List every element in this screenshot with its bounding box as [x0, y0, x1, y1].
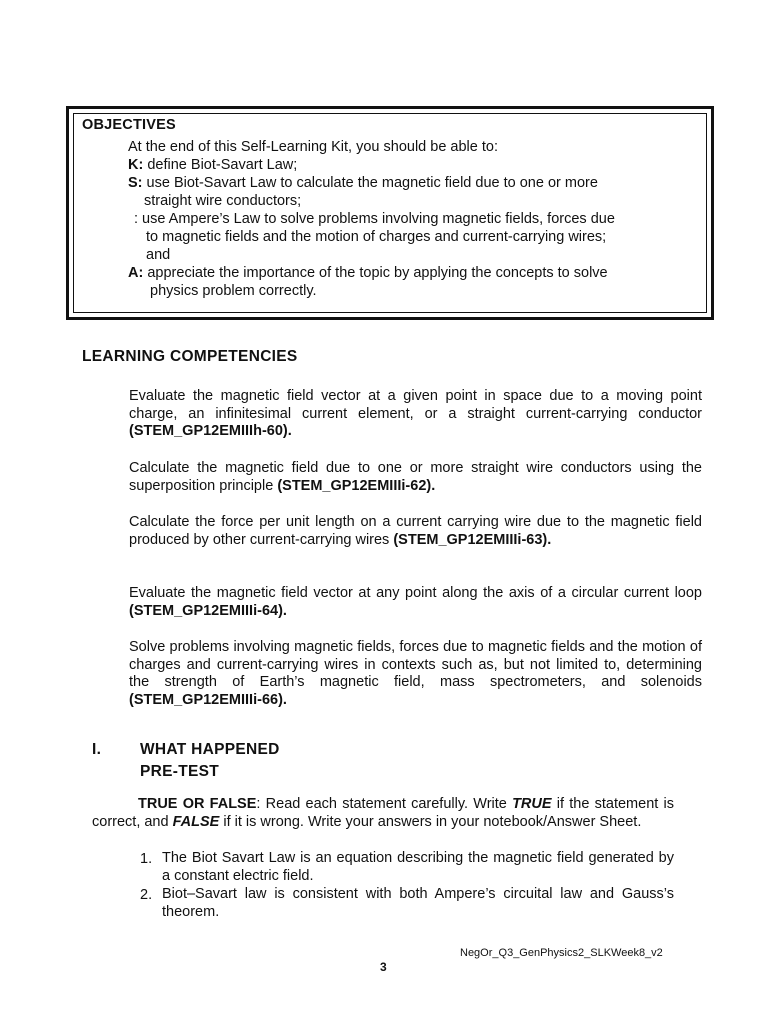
pretest-instructions: [92, 796, 674, 831]
competency-item: [129, 585, 702, 620]
false-word: FALSE: [172, 813, 220, 830]
pretest-instr-2: if the statement is correct, and: [92, 796, 674, 830]
footer-code: NegOr_Q3_GenPhysics2_SLKWeek8_v2: [460, 947, 663, 959]
competency-code: (STEM_GP12EMIIIi-64): [129, 602, 283, 619]
pretest-item-text: The Biot Savart Law is an equation describing the magnetic field generated by a constant electric field.: [162, 850, 674, 884]
competency-item: [129, 460, 702, 495]
competency-text: Evaluate the magnetic field vector at a given point in space due to a moving point charge, an infinitesimal current element, or a straight current-carrying conductor: [129, 388, 702, 422]
competency-code: (STEM_GP12EMIIIi-62): [277, 477, 432, 494]
section-subtitle: PRE-TEST: [140, 763, 220, 780]
competency-item: [129, 388, 702, 441]
competency-text: Calculate the force per unit length on a current carrying wire due to the magnetic field produced by other current-carrying wires: [129, 514, 702, 548]
competency-item: [129, 639, 702, 709]
objective-k-text: define Biot-Savart Law;: [147, 157, 298, 173]
competency-tail: .: [431, 477, 436, 494]
objective-a-text-1: appreciate the importance of the topic by applying the concepts to solve: [147, 265, 608, 281]
pretest-item-number: 1.: [140, 851, 153, 867]
competency-tail: .: [547, 531, 552, 548]
objectives-intro: At the end of this Self-Learning Kit, you should be able to:: [128, 139, 498, 155]
pretest-label: TRUE OR FALSE: [138, 796, 257, 812]
competency-item: [129, 514, 702, 549]
competency-code: (STEM_GP12EMIIIi-66): [129, 691, 283, 708]
objective-a: A: appreciate the importance of the topic by applying the concepts to solve: [128, 265, 608, 281]
objective-k: K: define Biot-Savart Law;: [128, 157, 298, 173]
pretest-item-number: 2.: [140, 887, 153, 903]
competency-text: Calculate the magnetic field due to one or more straight wire conductors using the superposition principle: [129, 460, 702, 494]
objective-s2-text-1: : use Ampere’s Law to solve problems involving magnetic fields, forces due: [134, 211, 615, 227]
competency-text: Solve problems involving magnetic fields, forces due to magnetic fields and the motion of charges and current-carrying wires in contexts such as, but not limited to, determining the strength of Earth’s magnetic field, mass spectrometers, and solenoids: [129, 639, 702, 690]
competency-tail: .: [282, 691, 287, 708]
objective-s: S: use Biot-Savart Law to calculate the magnetic field due to one or more: [128, 175, 598, 191]
competency-tail: .: [282, 602, 287, 619]
objective-a-text-2: physics problem correctly.: [150, 283, 317, 299]
objective-a-label: A: [128, 265, 139, 281]
competency-text: Evaluate the magnetic field vector at any point along the axis of a circular current loop: [129, 585, 702, 601]
competency-code: (STEM_GP12EMIIIi-63): [393, 531, 548, 548]
objective-s-text-1: use Biot-Savart Law to calculate the magnetic field due to one or more: [146, 175, 598, 191]
objective-s2-text-2: to magnetic fields and the motion of charges and current-carrying wires;: [146, 229, 607, 245]
objective-s-label: S: [128, 175, 138, 191]
page-number: 3: [380, 960, 387, 974]
competencies-heading: LEARNING COMPETENCIES: [82, 348, 298, 365]
objective-s-text-2: straight wire conductors;: [144, 193, 302, 209]
pretest-item-text: Biot–Savart law is consistent with both Ampere’s circuital law and Gauss’s theorem.: [162, 886, 674, 920]
objective-k-label: K: [128, 157, 139, 173]
pretest-instr-3: if it is wrong. Write your answers in your notebook/Answer Sheet.: [219, 813, 642, 830]
section-title: WHAT HAPPENED: [140, 741, 280, 758]
section-number: I.: [92, 741, 102, 758]
objective-s2-text-3: and: [146, 247, 171, 263]
true-word: TRUE: [512, 796, 552, 812]
objectives-heading: OBJECTIVES: [82, 117, 176, 133]
pretest-instr-1: : Read each statement carefully. Write: [256, 796, 513, 812]
competency-tail: .: [287, 423, 292, 439]
competency-code: (STEM_GP12EMIIIh-60): [129, 423, 288, 439]
